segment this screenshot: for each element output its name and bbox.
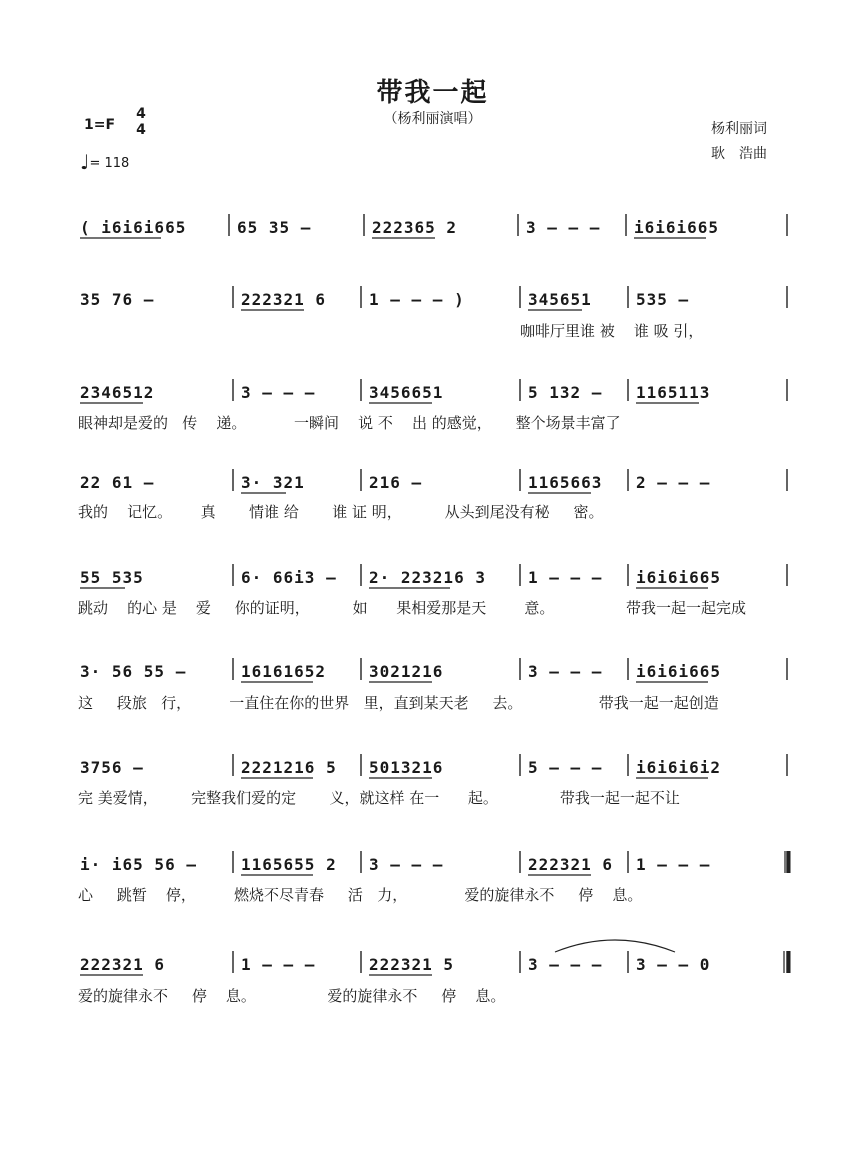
key-signature: 1=F <box>84 117 116 133</box>
song-subtitle: （杨利丽演唱） <box>383 111 482 127</box>
measure-notes: i6i6i665 <box>636 568 722 587</box>
tempo-value: = 118 <box>89 156 130 171</box>
measure-notes: 222321 6 <box>80 955 166 974</box>
measure-notes: 222365 2 <box>372 218 458 237</box>
measure-notes: 2221216 5 <box>241 758 337 777</box>
measure-notes: 22 61 – <box>80 473 155 492</box>
score-line <box>80 469 787 493</box>
measure-notes: 5 132 – <box>528 383 603 402</box>
measure-notes: 1 – – – <box>241 955 316 974</box>
measure-notes: 1 – – – <box>528 568 603 587</box>
time-signature-bottom: 4 <box>136 122 146 138</box>
measure-notes: 1 – – – <box>636 855 711 874</box>
score-line <box>80 214 787 238</box>
lyricist: 杨利丽词 <box>711 121 767 137</box>
measure-notes: 65 35 – <box>237 218 312 237</box>
score-line <box>80 951 787 975</box>
measure-notes: 1165113 <box>636 383 711 402</box>
measure-notes: 3 – – – <box>528 662 603 681</box>
quarter-note-icon: ♩ <box>80 150 90 174</box>
measure-notes: 535 – <box>636 290 690 309</box>
measure-notes: 3· 56 55 – <box>80 662 187 681</box>
lyrics-line: 咖啡厅里谁 被 谁 吸 引， <box>520 322 704 340</box>
measure-notes: 222321 6 <box>528 855 614 874</box>
measure-notes: 345651 <box>528 290 592 309</box>
score-line <box>80 379 787 403</box>
lyrics-line: 跳动 的心 是 爱 你的证明， 如 果相爱那是天 意。 带我一起一起完成 <box>78 599 746 617</box>
lyrics-line: 我的 记忆。 真 情谁 给 谁 证 明， 从头到尾没有秘 密。 <box>78 503 604 521</box>
measure-notes: 1165655 2 <box>241 855 337 874</box>
lyrics-line: 心 跳暂 停， 燃烧不尽青春 活 力， 爱的旋律永不 停 息。 <box>78 886 643 904</box>
composer: 耿 浩曲 <box>711 146 767 162</box>
measure-notes: 6· 66i3 – <box>241 568 337 587</box>
tie-slur <box>555 940 675 952</box>
measure-notes: 222321 6 <box>241 290 327 309</box>
measure-notes: i6i6i6i2 <box>636 758 722 777</box>
measure-notes: 1165663 <box>528 473 603 492</box>
measure-notes: 2346512 <box>80 383 155 402</box>
measure-notes: 222321 5 <box>369 955 455 974</box>
measure-notes: 1 – – – ) <box>369 290 465 309</box>
score-line <box>80 564 787 588</box>
lyrics-line: 爱的旋律永不 停 息。 爱的旋律永不 停 息。 <box>78 987 506 1005</box>
lyrics-line: 眼神却是爱的 传 递。 一瞬间 说 不 出 的感觉， 整个场景丰富了 <box>78 414 621 432</box>
measure-notes: 3 – – – <box>369 855 444 874</box>
measure-notes: 3 – – – <box>241 383 316 402</box>
measure-notes: i· i65 56 – <box>80 855 197 874</box>
song-title: 带我一起 <box>376 78 489 108</box>
measure-notes: 3 – – 0 <box>636 955 711 974</box>
measure-notes: 55 535 <box>80 568 144 587</box>
measure-notes: 2· 223216 3 <box>369 568 486 587</box>
score-line <box>80 851 787 875</box>
measure-notes: 16161652 <box>241 662 327 681</box>
measure-notes: 2 – – – <box>636 473 711 492</box>
measure-notes: 5013216 <box>369 758 444 777</box>
measure-notes: 5 – – – <box>528 758 603 777</box>
measure-notes: 216 – <box>369 473 423 492</box>
measure-notes: 3 – – – <box>528 955 603 974</box>
measure-notes: i6i6i665 <box>636 662 722 681</box>
score-line <box>80 658 787 682</box>
lyrics-line: 完 美爱情， 完整我们爱的定 义，就这样 在一 起。 带我一起一起不让 <box>78 789 680 807</box>
measure-notes: ( i6i6i665 <box>80 218 187 237</box>
measure-notes: 3· 321 <box>241 473 305 492</box>
time-signature-top: 4 <box>136 106 146 122</box>
lyrics-line: 这 段旅 行， 一直住在你的世界 里，直到某天老 去。 带我一起一起创造 <box>78 694 719 712</box>
measure-notes: 3021216 <box>369 662 444 681</box>
measure-notes: 35 76 – <box>80 290 155 309</box>
score-line <box>80 286 787 310</box>
measure-notes: 3 – – – <box>526 218 601 237</box>
measure-notes: i6i6i665 <box>634 218 720 237</box>
measure-notes: 3756 – <box>80 758 144 777</box>
score-line <box>80 754 787 778</box>
measure-notes: 3456651 <box>369 383 444 402</box>
